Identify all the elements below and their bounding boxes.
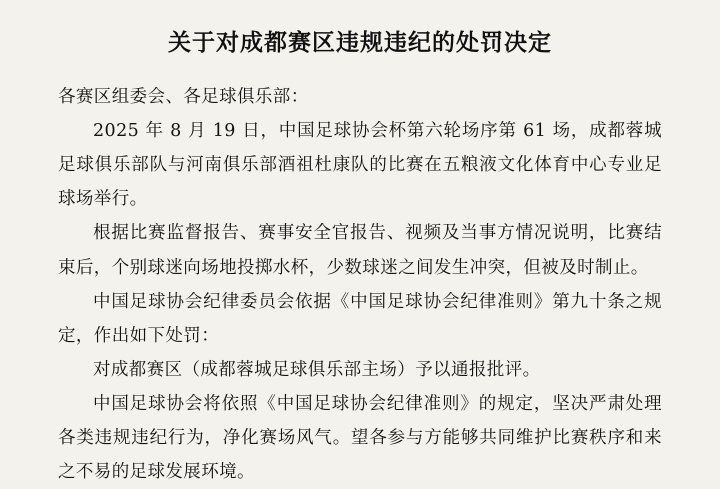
paragraph-salutation: 各赛区组委会、各足球俱乐部：: [58, 86, 309, 107]
paragraph-incident-report: 根据比赛监督报告、赛事安全官报告、视频及当事方情况说明，比赛结束后，个别球迷向场地投掷水杯，少数球迷之间发生冲突，但被及时制止。: [58, 223, 662, 278]
page-title: 关于对成都赛区违规违纪的处罚决定: [168, 29, 552, 56]
paragraph-closing-statement: 中国足球协会将依照《中国足球协会纪律准则》的规定，坚决严肃处理各类违规违纪行为，净化赛场风气。望各参与方能够共同维护比赛秩序和来之不易的足球发展环境。: [58, 394, 662, 483]
paragraph-regulation-basis: 中国足球协会纪律委员会依据《中国足球协会纪律准则》第九十条之规定，作出如下处罚：: [58, 291, 662, 346]
document-body: [58, 80, 662, 489]
paragraph-penalty-decision: 对成都赛区（成都蓉城足球俱乐部主场）予以通报批评。: [93, 359, 541, 380]
paragraph-match-info: 2025 年 8 月 19 日，中国足球协会杯第六轮场序第 61 场，成都蓉城足球俱乐部队与河南俱乐部酒祖杜康队的比赛在五粮液文化体育中心专业足球场举行。: [58, 121, 662, 210]
